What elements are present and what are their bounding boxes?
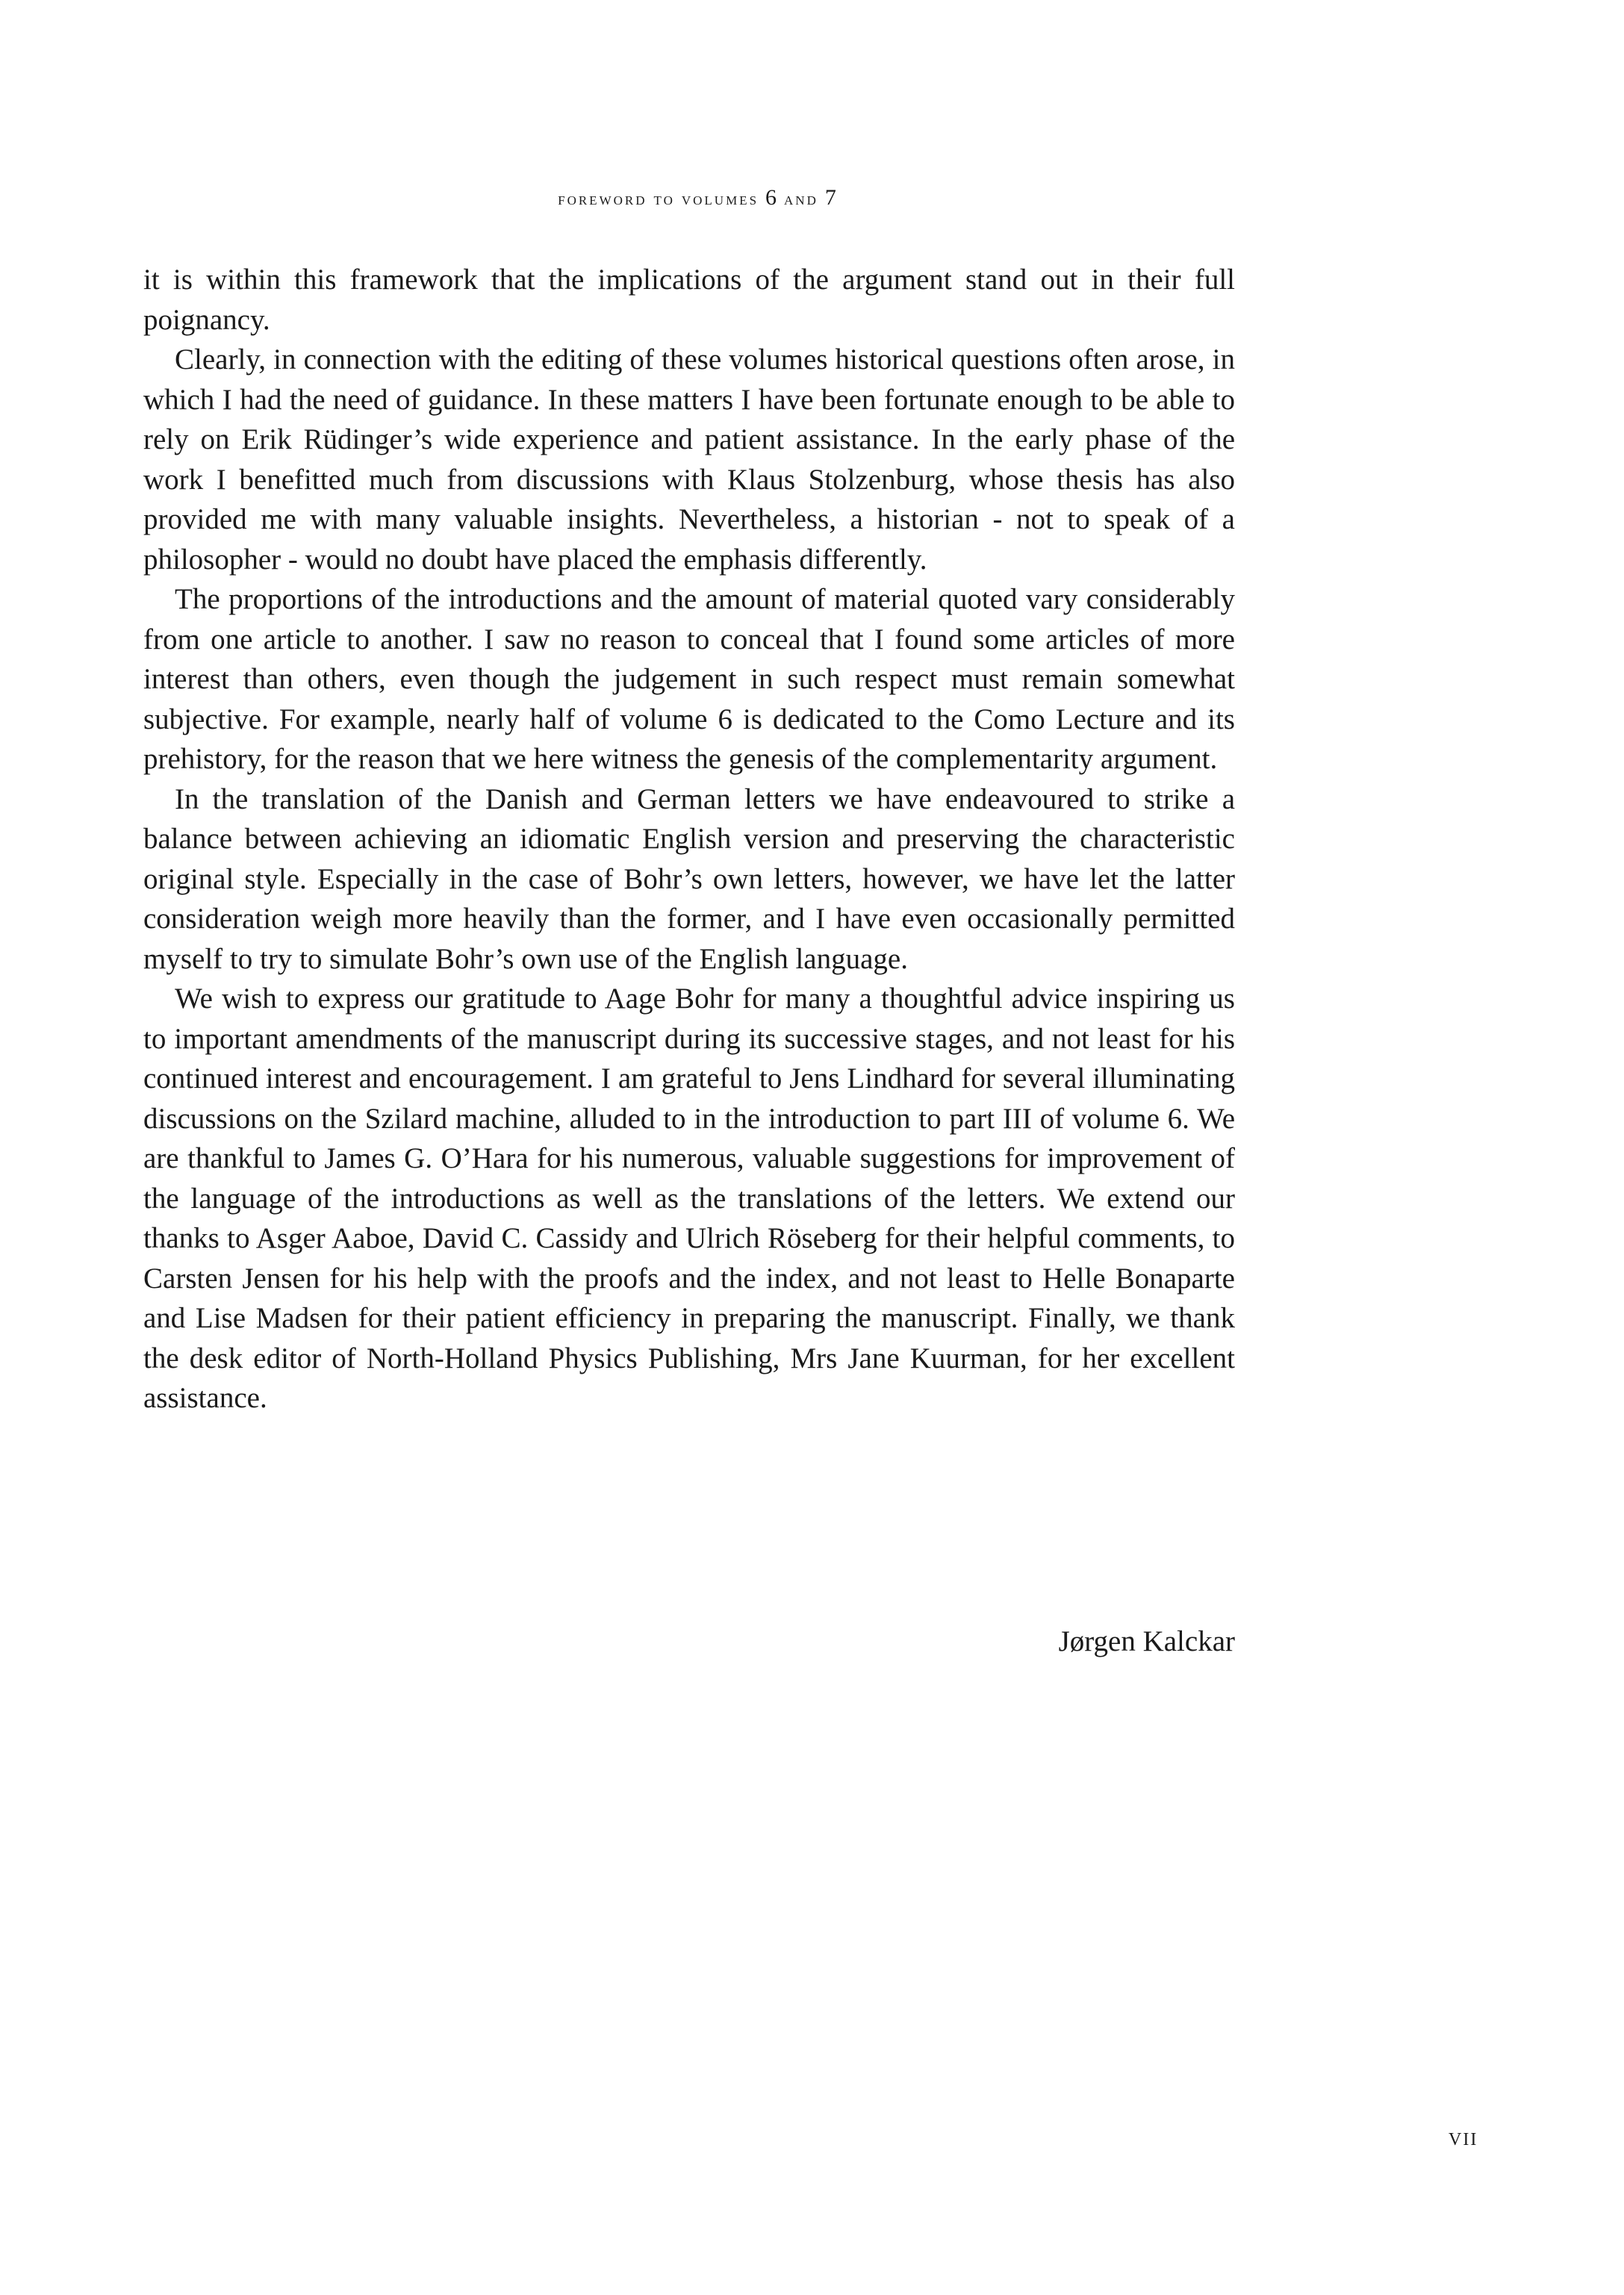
author-signature: Jørgen Kalckar [1058,1625,1235,1657]
paragraph-proportions: The proportions of the introductions and the amount of material quoted vary considerably from one article to another. I saw no reason to conceal that I found some articles of more interest than others, even though the judgement in such respect must remain somewhat subjective. For example, nearly half of volume 6 is dedicated to the Como Lecture and its prehistory, for the reason that we here witness the genesis of the complementarity argument. [143,583,1235,775]
paragraph-acknowledgements: We wish to express our gratitude to Aage Bohr for many a thoughtful advice inspiring us to important amendments of the manuscript during its successive stages, and not least for his continued interest and encouragement. I am grateful to Jens Lindhard for several illuminating discussions on the Szilard machine, alluded to in the introduction to part III of volume 6. We are thankful to James G. O’Hara for his numerous, valuable suggestions for improvement of the language of the introductions as well as the translations of the letters. We extend our thanks to Asger Aaboe, David C. Cassidy and Ulrich Röseberg for their helpful comments, to Carsten Jensen for his help with the proofs and the index, and not least to Helle Bonaparte and Lise Madsen for their patient efficiency in preparing the manuscript. Finally, we thank the desk editor of North-Holland Physics Publishing, Mrs Jane Kuurman, for her excellent assistance. [143,983,1235,1414]
running-head-volume-6: 6 [765,185,778,210]
running-head-prefix: foreword to volumes [558,190,766,209]
running-head [0,185,1395,211]
page-number: VII [1449,2130,1478,2149]
running-head-volume-7: 7 [824,185,837,210]
paragraph-translation: In the translation of the Danish and German letters we have endeavoured to strike a balance between achieving an idiomatic English version and preserving the characteristic original style. Especially in the case of Bohr’s own letters, however, we have let the latter consideration weigh more heavily than the former, and I have even occasionally permitted myself to try to simulate Bohr’s own use of the English language. [143,782,1235,975]
running-head-and: and [777,190,825,209]
paragraph-continuation: it is within this framework that the implications of the argument stand out in their full poignancy. [143,264,1235,336]
body-text [143,260,1235,1419]
paragraph-historical-guidance: Clearly, in connection with the editing of these volumes historical questions often arose, in which I had the need of guidance. In these matters I have been fortunate enough to be able to rely on Erik Rüdinger’s wide experience and patient assistance. In the early phase of the work I benefitted much from discussions with Klaus Stolzenburg, whose thesis has also provided me with many valuable insights. Nevertheless, a historian - not to speak of a philosopher - would no doubt have placed the emphasis differently. [143,343,1235,576]
